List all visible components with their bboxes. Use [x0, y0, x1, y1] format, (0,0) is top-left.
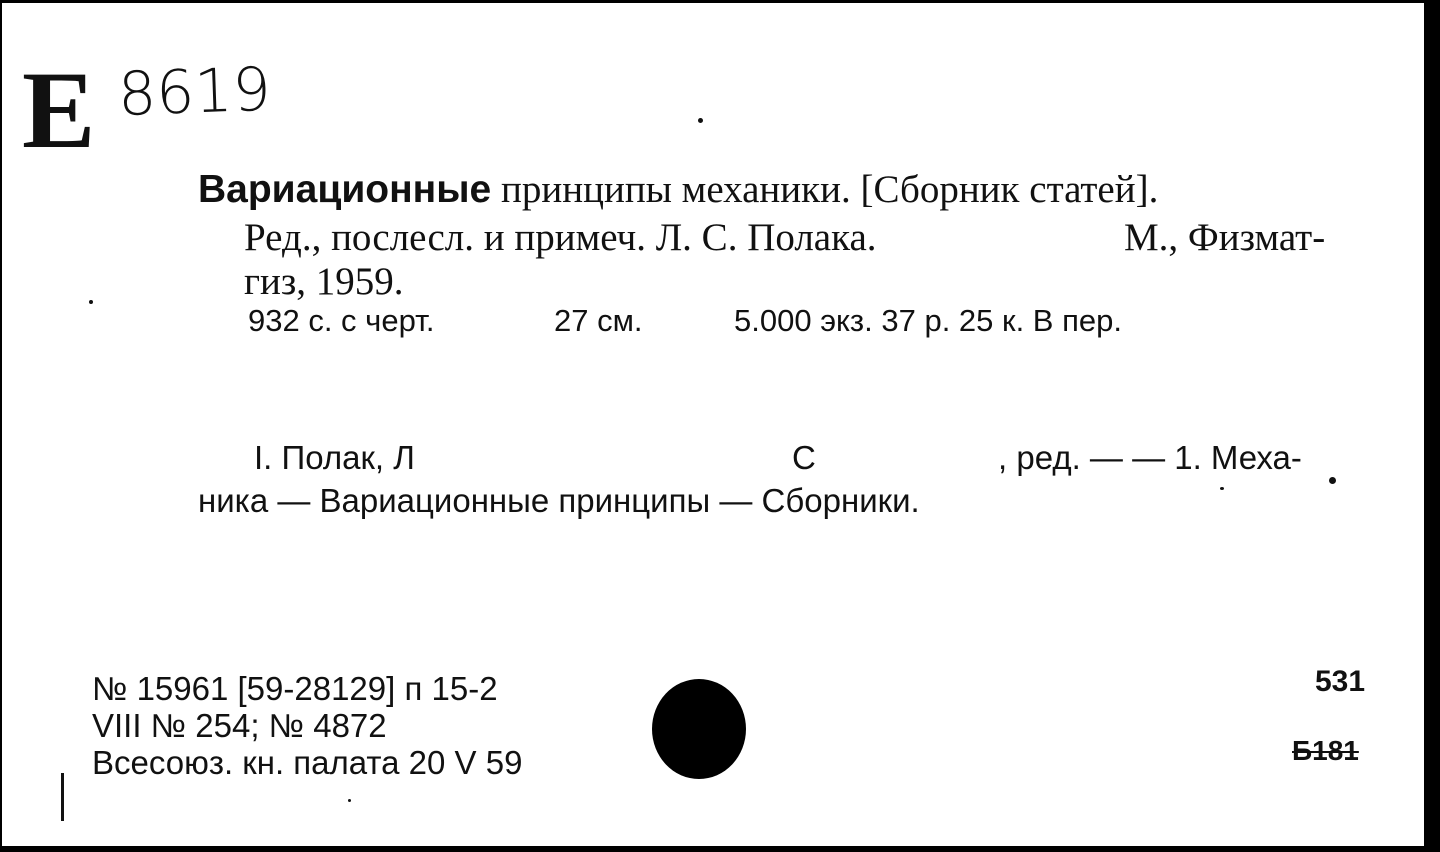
class-number: 531 [1315, 665, 1366, 698]
card-edge-shadow [1424, 0, 1440, 852]
entry-line-2: Ред., послесл. и примеч. Л. С. Полака. [244, 216, 877, 259]
punch-hole [652, 679, 746, 779]
footer-line-3: Всесоюз. кн. палата 20 V 59 [92, 744, 523, 781]
entry-line-3: гиз, 1959. [244, 260, 404, 303]
pages: 932 с. с черт. [248, 303, 435, 338]
ink-speck [348, 799, 351, 802]
entry-title-rest: принципы механики. [Сборник статей]. [491, 168, 1159, 211]
entry-title-bold: Вариационные [198, 168, 492, 211]
entry-line-1 [198, 170, 1158, 209]
footer-line-1: № 15961 [59-28129] п 15-2 [92, 670, 498, 707]
edition-price: 5.000 экз. 37 р. 25 к. В пер. [734, 303, 1122, 338]
catalog-card [2, 3, 1424, 846]
shelf-letter: Е [22, 49, 96, 171]
call-number: 8619 [116, 54, 272, 130]
ink-speck [1329, 477, 1336, 484]
footer-line-2: VIII № 254; № 4872 [92, 707, 387, 744]
ink-speck [1220, 487, 1224, 490]
ink-speck [698, 118, 703, 123]
entry-publisher: М., Физмат- [1124, 216, 1326, 259]
size: 27 см. [554, 303, 643, 338]
tracing-line-1a: I. Полак, Л [254, 439, 415, 476]
pencil-mark [61, 773, 64, 821]
ink-speck [89, 300, 93, 304]
old-code: Б181 [1292, 735, 1359, 766]
tracing-line-2: ника — Вариационные принципы — Сборники. [198, 482, 920, 519]
tracing-line-1b: С [792, 439, 816, 476]
tracing-line-1c: , ред. — — 1. Меха- [998, 439, 1302, 476]
